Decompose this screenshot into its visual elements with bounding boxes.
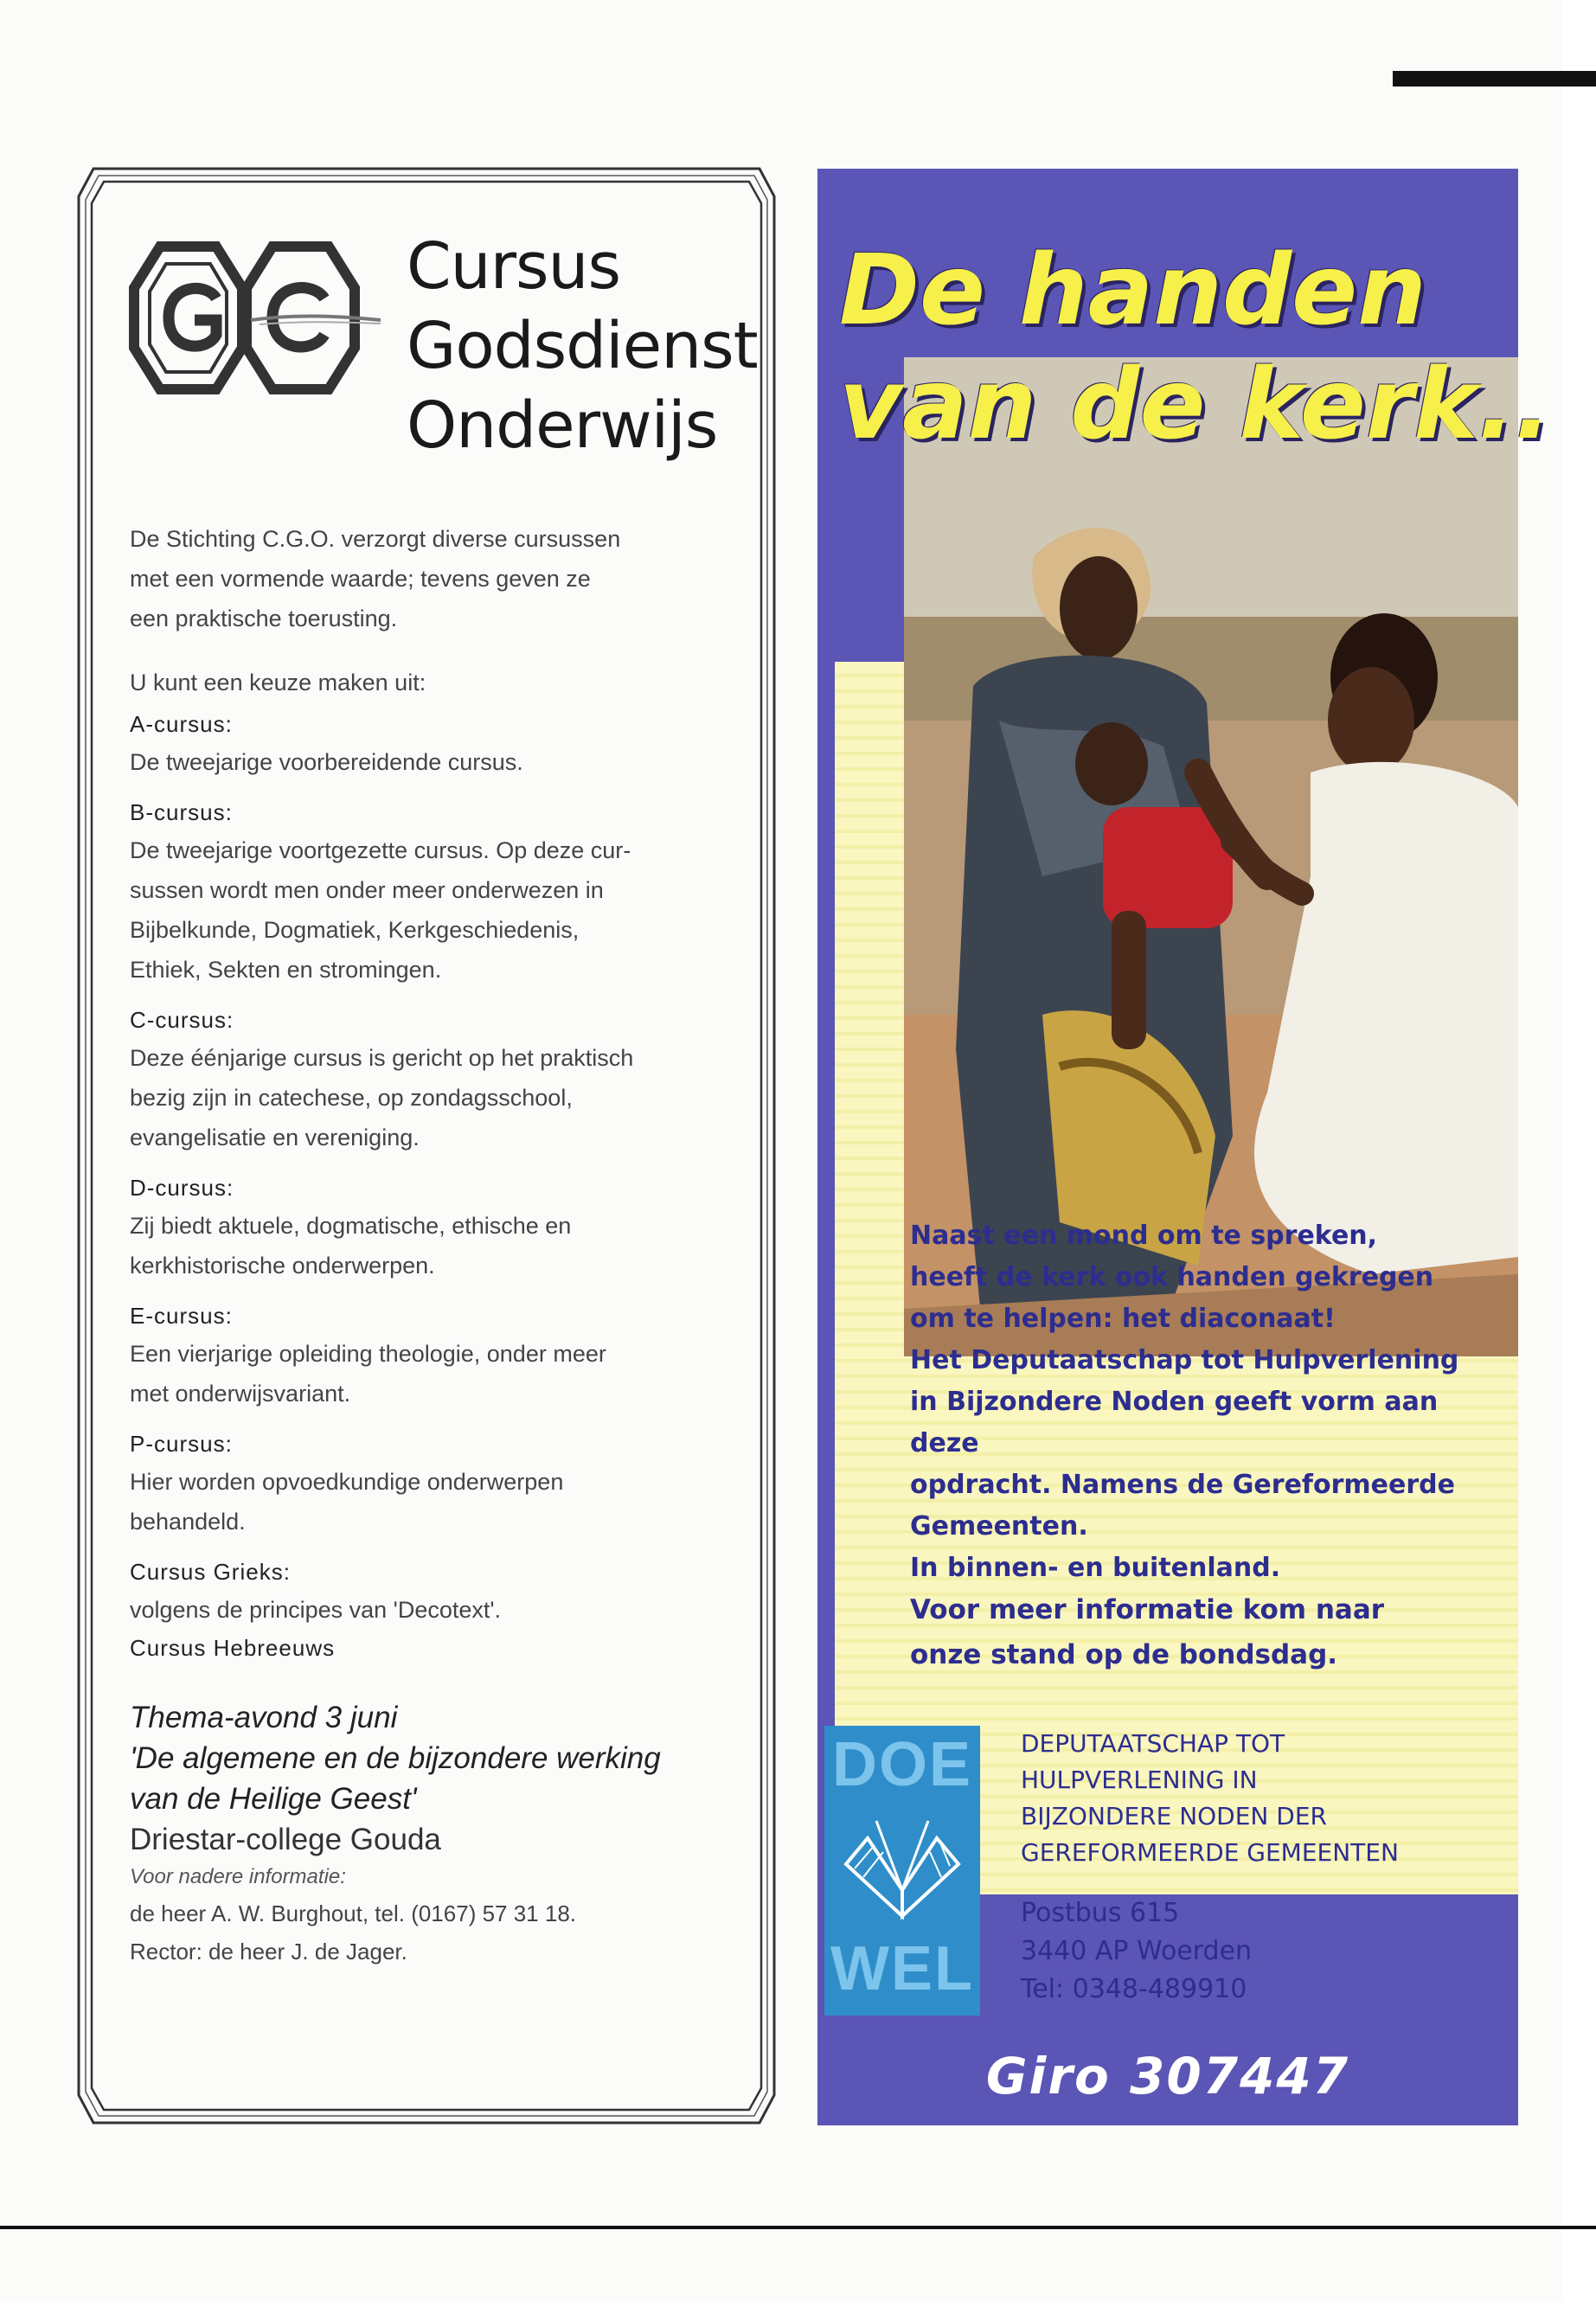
- address-line: 3440 AP Woerden: [1021, 1936, 1253, 1966]
- course-name: A-cursus:: [130, 711, 233, 737]
- thema-line: Thema-avond 3 juni: [130, 1701, 398, 1734]
- course-line: Een vierjarige opleiding theologie, onder meer: [130, 1341, 606, 1367]
- body-line: heeft de kerk ook handen gekregen: [910, 1262, 1434, 1292]
- course-hebreeuws: Cursus Hebreeuws: [130, 1635, 336, 1661]
- course-b: [130, 794, 735, 990]
- course-line: Ethiek, Sekten en stromingen.: [130, 957, 442, 983]
- intro-text: [130, 519, 735, 638]
- course-name: Cursus Grieks:: [130, 1559, 291, 1585]
- organization-name: [1021, 1726, 1505, 1871]
- title-line: Onderwijs: [407, 388, 718, 463]
- call-to-action: [910, 1587, 1516, 1677]
- page-bottom-rule: [0, 2226, 1596, 2229]
- body-line: Gemeenten.: [910, 1511, 1088, 1541]
- thema-line: 'De algemene en de bijzondere werking: [130, 1741, 661, 1775]
- course-line: Deze éénjarige cursus is gericht op het praktisch: [130, 1045, 634, 1071]
- headline: [839, 234, 1552, 462]
- org-line: DEPUTAATSCHAP TOT: [1021, 1729, 1285, 1758]
- cta-line: Voor meer informatie kom naar: [910, 1594, 1385, 1625]
- headline-line: van de kerk..: [839, 349, 1552, 461]
- course-d: [130, 1170, 735, 1285]
- cgo-body: [130, 519, 735, 1971]
- course-line: Hier worden opvoedkundige onderwerpen: [130, 1469, 564, 1495]
- postal-address: [1021, 1894, 1505, 2009]
- org-line: GEREFORMEERDE GEMEENTEN: [1021, 1838, 1399, 1867]
- thema-avond: [130, 1697, 735, 1819]
- course-line: Zij biedt aktuele, dogmatische, ethische en: [130, 1213, 572, 1239]
- page-edge: [1561, 0, 1596, 2301]
- title-line: Godsdienst: [407, 309, 758, 383]
- page-edge-shadow: [1393, 71, 1596, 87]
- course-e: [130, 1298, 735, 1413]
- rector-text: Rector: de heer J. de Jager.: [130, 1939, 407, 1965]
- course-name: B-cursus:: [130, 799, 233, 825]
- logo-bottom-text: WEL: [830, 1934, 974, 2003]
- logo-top-text: DOE: [831, 1730, 973, 1799]
- info-contact: de heer A. W. Burghout, tel. (0167) 57 31 18.: [130, 1900, 577, 1926]
- thema-line: van de Heilige Geest': [130, 1782, 417, 1816]
- cta-line: onze stand op de bondsdag.: [910, 1639, 1338, 1670]
- open-book-icon: [833, 1804, 971, 1933]
- course-line: met onderwijsvariant.: [130, 1381, 351, 1407]
- course-line: kerkhistorische onderwerpen.: [130, 1253, 435, 1279]
- course-p: [130, 1426, 735, 1541]
- body-line: In binnen- en buitenland.: [910, 1553, 1281, 1583]
- nurse-mother-child-photo: [904, 357, 1518, 1356]
- address-line: Tel: 0348-489910: [1021, 1974, 1247, 2004]
- doe-wel-logo: [824, 1726, 980, 2016]
- course-a: [130, 706, 735, 782]
- body-line: Het Deputaatschap tot Hulpverlening: [910, 1345, 1459, 1375]
- course-line: evangelisatie en vereniging.: [130, 1125, 420, 1150]
- course-line: bezig zijn in catechese, op zondagsschool,: [130, 1085, 573, 1111]
- thema-location: Driestar-college Gouda: [130, 1823, 441, 1856]
- body-line: opdracht. Namens de Gereformeerde: [910, 1470, 1455, 1500]
- course-line: Bijbelkunde, Dogmatiek, Kerkgeschiedenis,: [130, 917, 580, 943]
- course-line: De tweejarige voortgezette cursus. Op deze cur-: [130, 837, 631, 863]
- course-name: C-cursus:: [130, 1007, 234, 1033]
- title-line: Cursus: [407, 229, 621, 304]
- course-line: De tweejarige voorbereidende cursus.: [130, 749, 523, 775]
- org-line: HULPVERLENING IN: [1021, 1766, 1258, 1794]
- choose-text: U kunt een keuze maken uit:: [130, 670, 426, 695]
- intro-line: De Stichting C.G.O. verzorgt diverse cursussen: [130, 526, 621, 552]
- org-line: BIJZONDERE NODEN DER: [1021, 1802, 1327, 1830]
- body-line: om te helpen: het diaconaat!: [910, 1304, 1336, 1334]
- course-line: volgens de principes van 'Decotext'.: [130, 1597, 502, 1623]
- cgo-logo-icon: [121, 238, 381, 398]
- course-name: P-cursus:: [130, 1431, 233, 1457]
- course-line: behandeld.: [130, 1509, 246, 1535]
- course-name: D-cursus:: [130, 1175, 234, 1201]
- giro-number: Giro 307447: [985, 2047, 1350, 2106]
- intro-line: een praktische toerusting.: [130, 606, 398, 631]
- info-label: Voor nadere informatie:: [130, 1865, 346, 1888]
- course-line: sussen wordt men onder meer onderwezen in: [130, 877, 604, 903]
- cgo-title: [407, 227, 758, 465]
- course-grieks: [130, 1554, 735, 1630]
- headline-line: De handen: [839, 234, 1426, 347]
- intro-line: met een vormende waarde; tevens geven ze: [130, 566, 591, 592]
- address-line: Postbus 615: [1021, 1898, 1180, 1928]
- course-c: [130, 1002, 735, 1157]
- body-line: Naast een mond om te spreken,: [910, 1221, 1378, 1251]
- diaconate-body-text: [910, 1215, 1516, 1589]
- body-line: in Bijzondere Noden geeft vorm aan deze: [910, 1387, 1439, 1458]
- course-name: E-cursus:: [130, 1303, 233, 1329]
- diaconate-advertisement: [817, 169, 1552, 2125]
